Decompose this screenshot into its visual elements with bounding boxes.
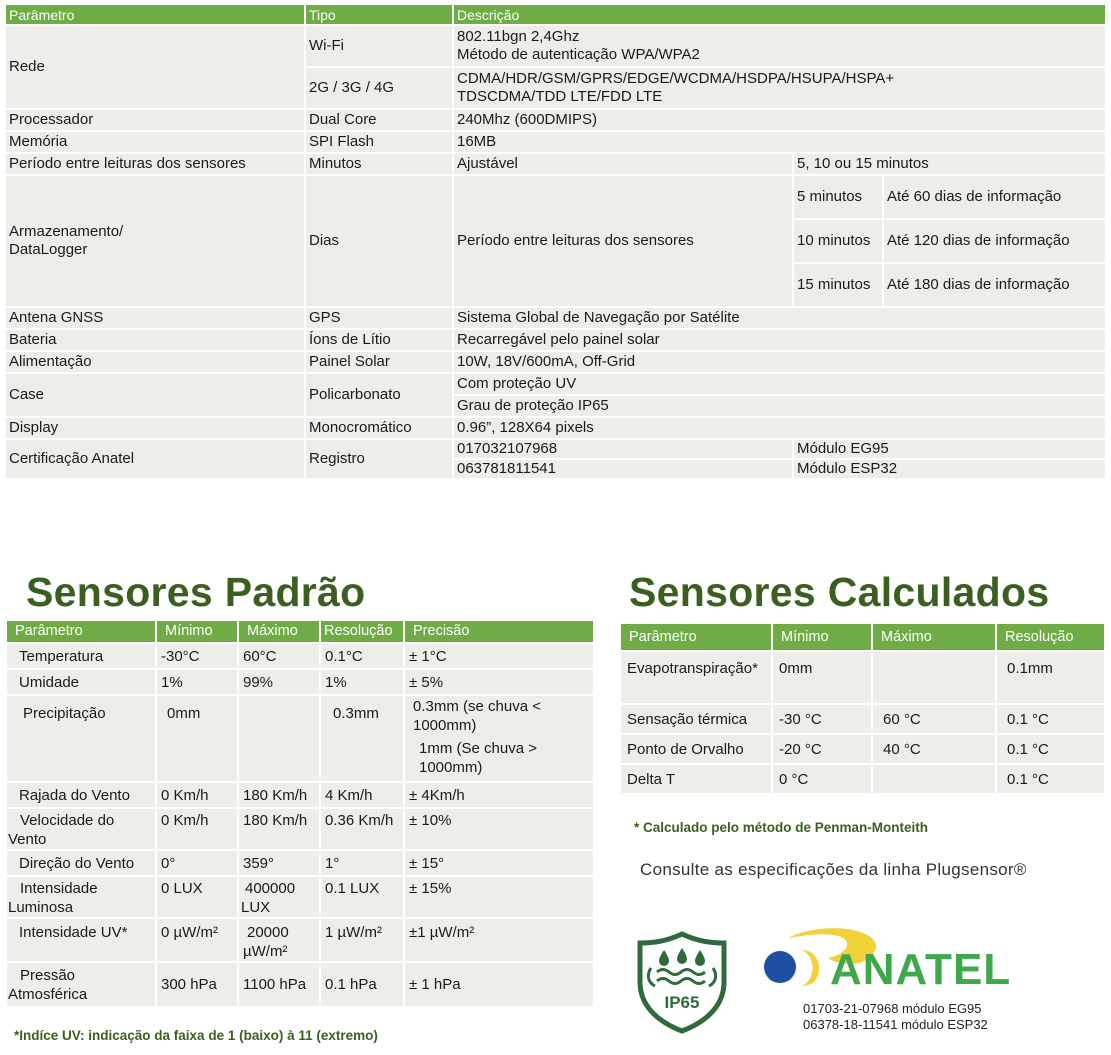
spec-type: Policarbonato: [306, 374, 452, 416]
sc-header-parametro: Parâmetro: [621, 624, 771, 650]
sp-row: [7, 809, 593, 849]
sp-min: 0 Km/h: [157, 783, 237, 807]
sp-prec: ± 15°: [405, 851, 593, 875]
spec-extra: 5, 10 ou 15 minutos: [794, 154, 1105, 174]
consult-specs-text: Consulte as especificações da linha Plugsensor®: [640, 860, 1027, 879]
spec-label: Período entre leituras dos sensores: [6, 154, 304, 174]
spec-type: Monocromático: [306, 418, 452, 438]
sp-prec: ± 1 hPa: [405, 963, 593, 1006]
sc-row: [621, 652, 1104, 703]
spec-label-rede: Rede: [6, 26, 304, 108]
spec-desc: 240Mhz (600DMIPS): [454, 110, 1105, 130]
sp-min: 0°: [157, 851, 237, 875]
sp-prec: ± 5%: [405, 670, 593, 694]
spec-desc-line: Método de autenticação WPA/WPA2: [457, 46, 700, 63]
spec-row-memoria: [6, 132, 1105, 152]
sp-param: Intensidade UV*: [7, 919, 155, 961]
sc-header-minimo: Mínimo: [773, 624, 871, 650]
sp-prec: ± 1°C: [405, 644, 593, 668]
certification-module: Módulo ESP32: [794, 460, 1105, 478]
spec-type: Dual Core: [306, 110, 452, 130]
sp-res: 0.36 Km/h: [321, 809, 403, 849]
sc-header-resolucao: Resolução: [997, 624, 1104, 650]
sc-max: 60 °C: [873, 705, 995, 733]
sp-row: [7, 919, 593, 961]
sp-prec: 1mm (Se chuva > 1000mm): [419, 740, 537, 776]
sp-param: Direção do Vento: [7, 851, 155, 875]
sp-row: [7, 963, 593, 1006]
spec-desc: 0.96”, 128X64 pixels: [454, 418, 1105, 438]
sp-row: [7, 670, 593, 694]
sp-header-minimo: Mínimo: [157, 621, 237, 642]
sp-prec: ± 15%: [405, 877, 593, 917]
ip65-badge: [635, 930, 729, 1034]
certification-code: 017032107968: [454, 440, 792, 458]
certification-code: 063781811541: [454, 460, 792, 478]
sp-max: 99%: [239, 670, 319, 694]
sp-param: Temperatura: [7, 644, 155, 668]
sp-res: 0.1 hPa: [321, 963, 403, 1006]
sc-min: -30 °C: [773, 705, 871, 733]
sc-res: 0.1mm: [997, 652, 1104, 703]
sensores-padrao-table: [5, 619, 595, 1008]
spec-row-certificacao-1: [6, 440, 1105, 458]
header-descricao: Descrição: [454, 5, 1105, 24]
anatel-registration-codes: [803, 1001, 988, 1033]
sp-min: 0mm: [157, 696, 237, 781]
specifications-table: [4, 3, 1107, 480]
spec-desc: Período entre leituras dos sensores: [454, 176, 792, 306]
spec-type-cellular: 2G / 3G / 4G: [306, 68, 452, 108]
sp-header-row: [7, 621, 593, 642]
sp-row: [7, 783, 593, 807]
storage-interval: 10 minutos: [794, 220, 882, 262]
spec-label: Certificação Anatel: [6, 440, 304, 478]
spec-label: Alimentação: [6, 352, 304, 372]
spec-type: Íons de Lítio: [306, 330, 452, 350]
sc-row: [621, 705, 1104, 733]
sp-res: 1%: [321, 670, 403, 694]
sc-param: Delta T: [621, 765, 771, 793]
spec-desc-line: 802.11bgn 2,4Ghz: [457, 28, 580, 45]
sp-row: [7, 851, 593, 875]
spec-label: Display: [6, 418, 304, 438]
sp-row: [7, 877, 593, 917]
sp-min: 0 LUX: [157, 877, 237, 917]
spec-label: Processador: [6, 110, 304, 130]
sp-max: 359°: [239, 851, 319, 875]
spec-label: Memória: [6, 132, 304, 152]
sp-max: 180 Km/h: [239, 809, 319, 849]
sp-prec-multi: [405, 696, 593, 781]
spec-type-wifi: Wi-Fi: [306, 26, 452, 66]
sp-res: 4 Km/h: [321, 783, 403, 807]
sc-row: [621, 735, 1104, 763]
sp-max: 60°C: [239, 644, 319, 668]
sp-max: 1100 hPa: [239, 963, 319, 1006]
spec-label: Bateria: [6, 330, 304, 350]
storage-interval: 15 minutos: [794, 264, 882, 306]
storage-capacity: Até 60 dias de informação: [884, 176, 1105, 218]
spec-type: Painel Solar: [306, 352, 452, 372]
ip65-label: IP65: [664, 993, 700, 1012]
spec-row-rede-wifi: [6, 26, 1105, 66]
sp-res: 1°: [321, 851, 403, 875]
sc-res: 0.1 °C: [997, 765, 1104, 793]
spec-desc: Com proteção UV: [454, 374, 1105, 394]
spec-label-line: DataLogger: [9, 241, 88, 258]
sp-prec: 0.3mm (se chuva < 1000mm): [413, 698, 541, 734]
sp-res: 0.1 LUX: [321, 877, 403, 917]
spec-desc-line: TDSCDMA/TDD LTE/FDD LTE: [457, 88, 663, 105]
sp-res: 0.1°C: [321, 644, 403, 668]
sp-param: Velocidade do Vento: [7, 809, 155, 849]
anatel-wordmark: ANATEL: [830, 945, 1012, 994]
sp-param: Rajada do Vento: [7, 783, 155, 807]
sc-param: Evapotranspiração*: [621, 652, 771, 703]
spec-row-case-1: [6, 374, 1105, 394]
water-drops-icon: [659, 948, 705, 966]
sp-param: Umidade: [7, 670, 155, 694]
sp-row: [7, 696, 593, 781]
sp-prec: ± 4Km/h: [405, 783, 593, 807]
storage-capacity: Até 180 dias de informação: [884, 264, 1105, 306]
anatel-globe-icon: [764, 951, 796, 983]
spec-type: SPI Flash: [306, 132, 452, 152]
uv-index-note: *Indíce UV: indicação da faixa de 1 (baixo) à 11 (extremo): [14, 1028, 378, 1043]
sc-param: Ponto de Orvalho: [621, 735, 771, 763]
sc-res: 0.1 °C: [997, 735, 1104, 763]
spec-row-armazenamento-1: [6, 176, 1105, 218]
sc-max: [873, 765, 995, 793]
spec-desc: Ajustável: [454, 154, 792, 174]
spec-label: Antena GNSS: [6, 308, 304, 328]
spec-type: Minutos: [306, 154, 452, 174]
spec-row-processador: [6, 110, 1105, 130]
spec-type: Registro: [306, 440, 452, 478]
anatel-code-line: 01703-21-07968 módulo EG95: [803, 1001, 982, 1016]
sp-param: Precipitação: [7, 696, 155, 781]
sensores-calculados-title: Sensores Calculados: [629, 569, 1050, 615]
sc-res: 0.1 °C: [997, 705, 1104, 733]
sp-header-maximo: Máximo: [239, 621, 319, 642]
spec-type: GPS: [306, 308, 452, 328]
spec-desc: Recarregável pelo painel solar: [454, 330, 1105, 350]
sp-param: Intensidade Luminosa: [7, 877, 155, 917]
sp-min: -30°C: [157, 644, 237, 668]
spec-row-periodo: [6, 154, 1105, 174]
storage-capacity: Até 120 dias de informação: [884, 220, 1105, 262]
water-waves-icon: [648, 968, 715, 986]
sc-param: Sensação térmica: [621, 705, 771, 733]
sensores-calculados-table: [619, 622, 1106, 795]
sp-header-parametro: Parâmetro: [7, 621, 155, 642]
sp-min: 0 Km/h: [157, 809, 237, 849]
sp-header-resolucao: Resolução: [321, 621, 403, 642]
spec-desc-wifi: [454, 26, 1105, 66]
sc-min: 0 °C: [773, 765, 871, 793]
sc-header-row: [621, 624, 1104, 650]
spec-desc: 10W, 18V/600mA, Off-Grid: [454, 352, 1105, 372]
sp-param: Pressão Atmosférica: [7, 963, 155, 1006]
anatel-logo: [758, 928, 1018, 994]
header-tipo: Tipo: [306, 5, 452, 24]
sp-max: 180 Km/h: [239, 783, 319, 807]
sp-header-precisao: Precisão: [405, 621, 593, 642]
spec-row-display: [6, 418, 1105, 438]
spec-type: Dias: [306, 176, 452, 306]
sp-max: 400000 LUX: [239, 877, 319, 917]
sc-min: -20 °C: [773, 735, 871, 763]
sc-max: [873, 652, 995, 703]
sensores-padrao-title: Sensores Padrão: [26, 569, 366, 615]
spec-row-antena: [6, 308, 1105, 328]
sp-row: [7, 644, 593, 668]
sp-max: [239, 696, 319, 781]
sp-min: 1%: [157, 670, 237, 694]
spec-row-bateria: [6, 330, 1105, 350]
spec-desc-cellular: [454, 68, 1105, 108]
sp-prec: ± 10%: [405, 809, 593, 849]
sp-res: 1 µW/m²: [321, 919, 403, 961]
spec-row-alimentacao: [6, 352, 1105, 372]
certification-module: Módulo EG95: [794, 440, 1105, 458]
penman-monteith-note: * Calculado pelo método de Penman-Monteith: [634, 820, 929, 835]
sc-header-maximo: Máximo: [873, 624, 995, 650]
sc-min: 0mm: [773, 652, 871, 703]
sc-row: [621, 765, 1104, 793]
header-parametro: Parâmetro: [6, 5, 304, 24]
storage-interval: 5 minutos: [794, 176, 882, 218]
specs-header-row: [6, 5, 1105, 24]
spec-label: Case: [6, 374, 304, 416]
spec-desc: Grau de proteção IP65: [454, 396, 1105, 416]
spec-desc: Sistema Global de Navegação por Satélite: [454, 308, 1105, 328]
spec-label-armazenamento: [6, 176, 304, 306]
spec-desc: 16MB: [454, 132, 1105, 152]
anatel-code-line: 06378-18-11541 módulo ESP32: [803, 1017, 988, 1032]
sc-max: 40 °C: [873, 735, 995, 763]
sp-prec: ±1 µW/m²: [405, 919, 593, 961]
spec-label-line: Armazenamento/: [9, 223, 124, 240]
spec-desc-line: CDMA/HDR/GSM/GPRS/EDGE/WCDMA/HSDPA/HSUPA/HSPA+: [457, 70, 895, 87]
sp-max: 20000 µW/m²: [239, 919, 319, 961]
sp-res: 0.3mm: [321, 696, 403, 781]
sp-min: 0 µW/m²: [157, 919, 237, 961]
sp-min: 300 hPa: [157, 963, 237, 1006]
